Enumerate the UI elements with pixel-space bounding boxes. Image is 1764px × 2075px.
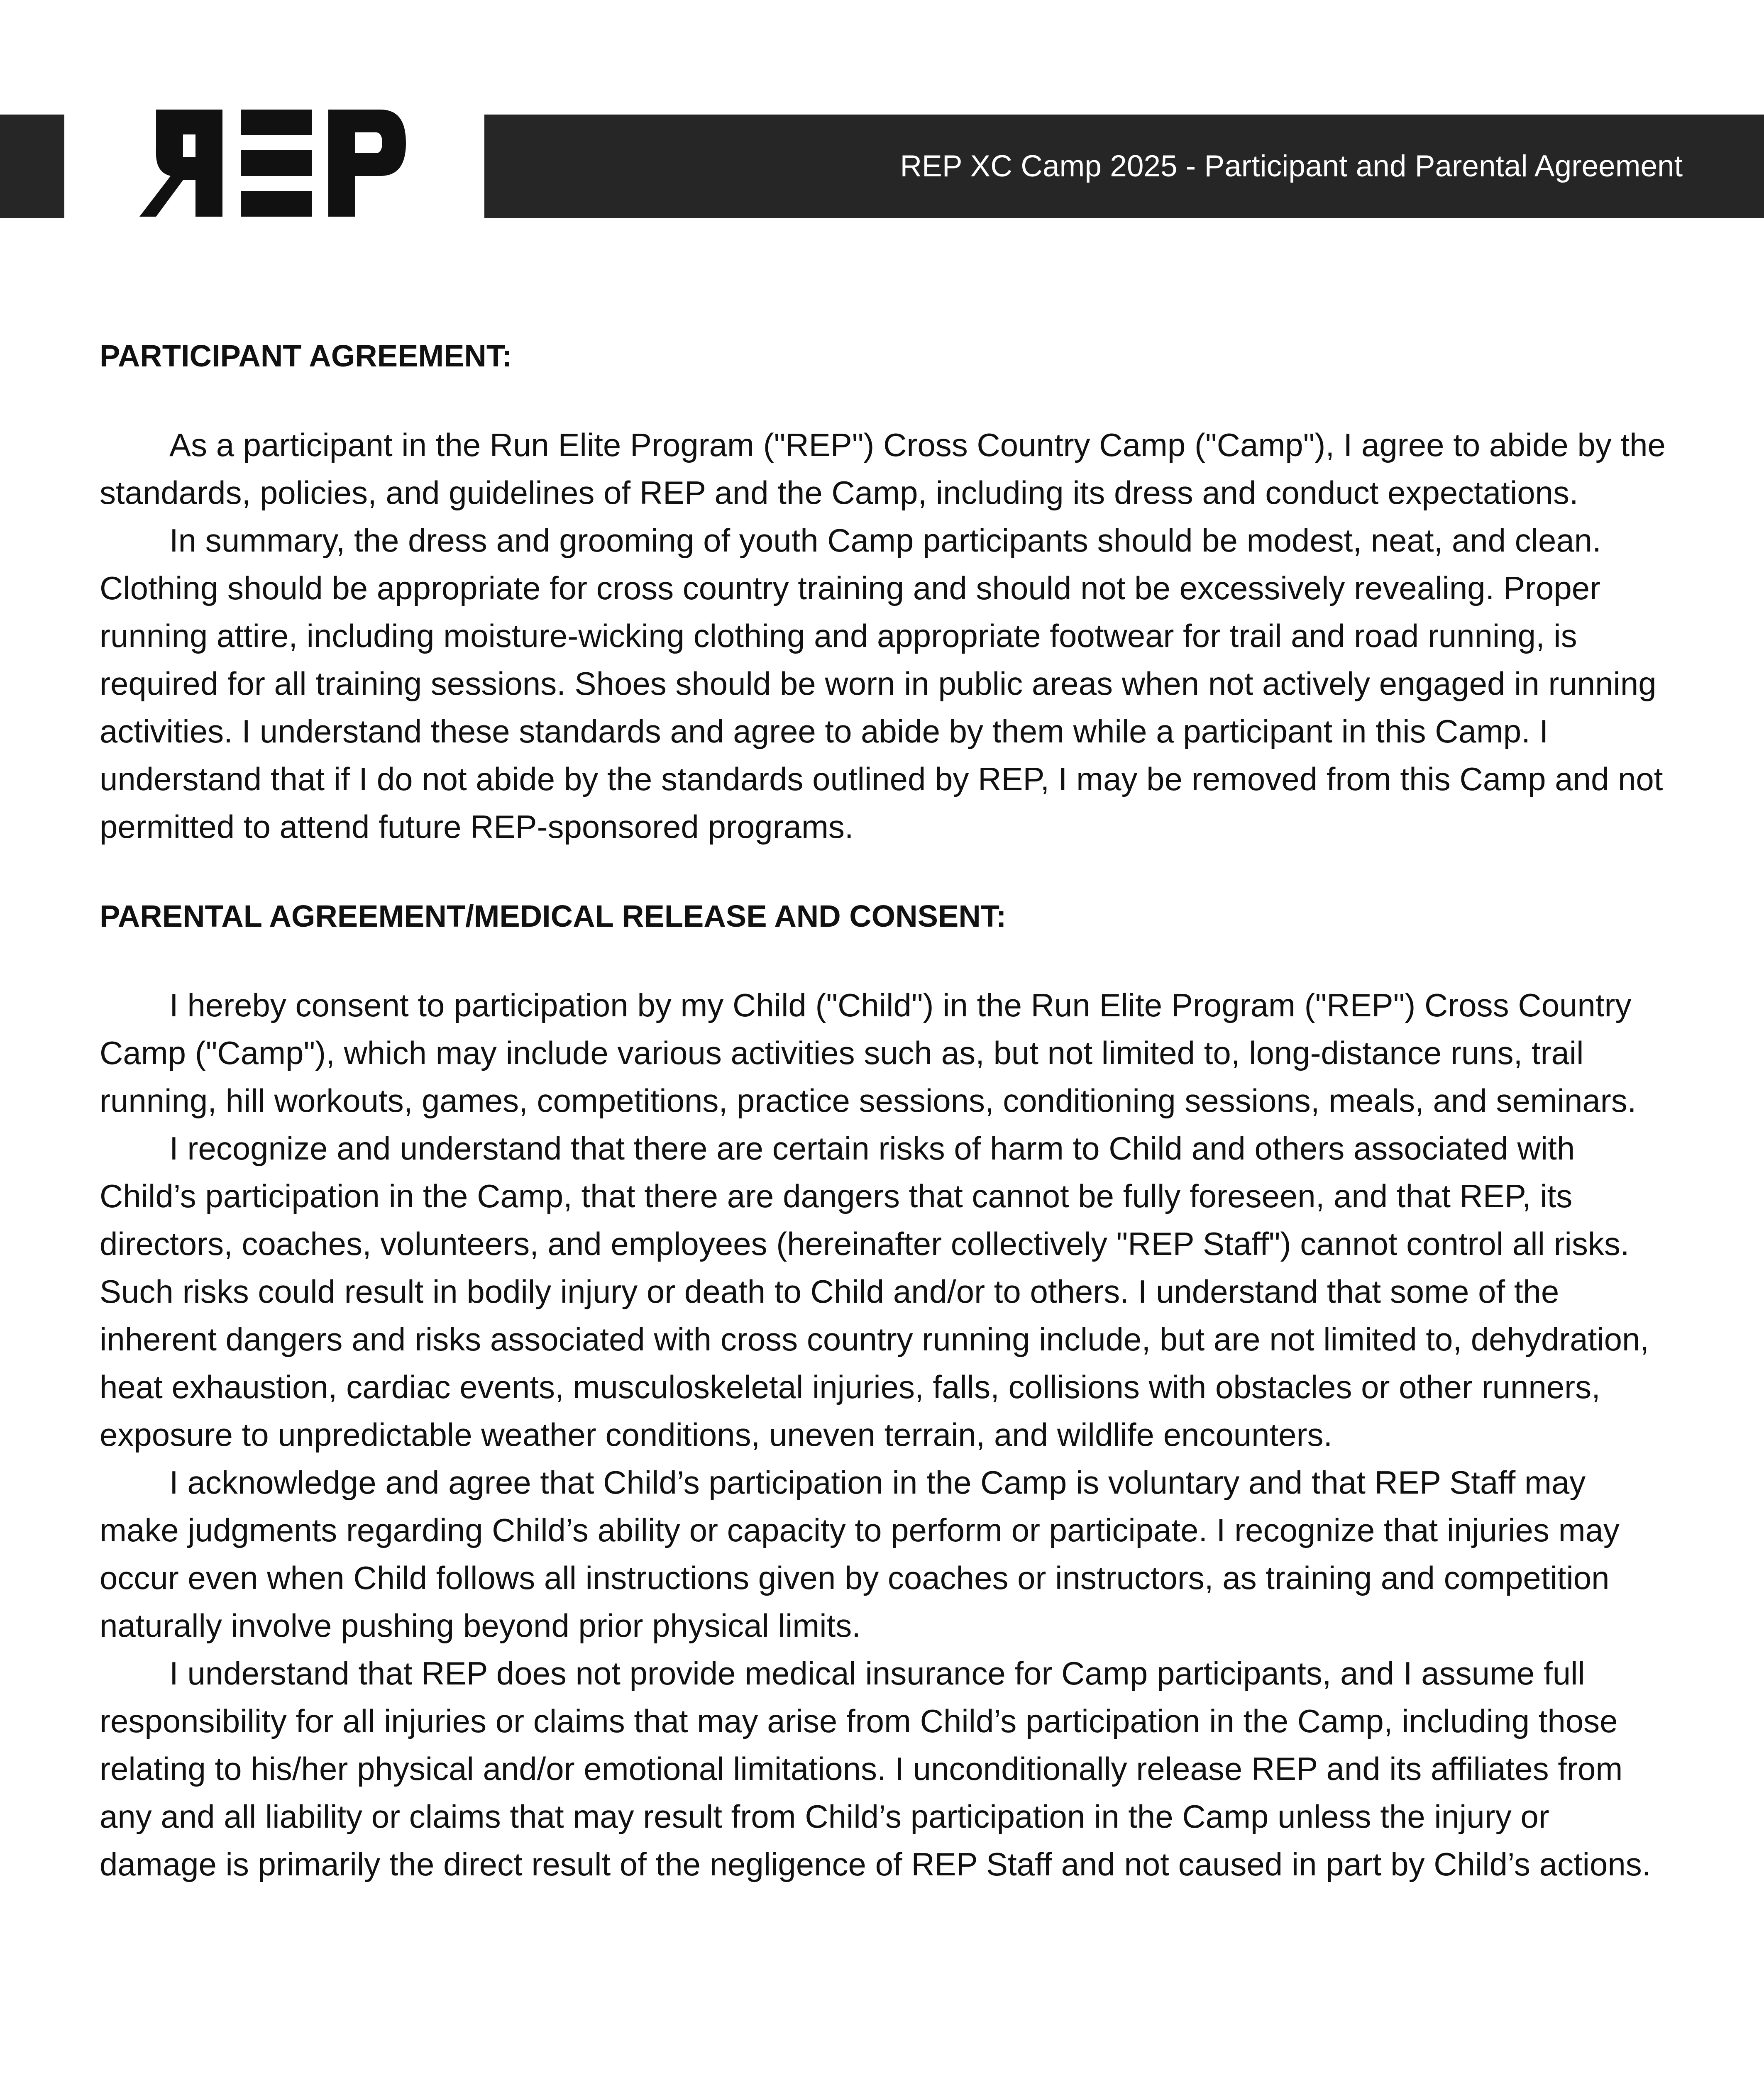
logo-letter-r	[139, 110, 222, 217]
rep-logo	[139, 110, 406, 217]
logo-letter-p	[328, 110, 406, 217]
paragraph: I acknowledge and agree that Child’s participation in the Camp is voluntary and that REP Staff may make judgments regarding Child’s ability or capacity to perform or participate. I recognize that injuries may occur even when Child follows all instructions given by coaches or instructors, as training and competition naturally involve pushing beyond prior physical limits.	[100, 1464, 1620, 1644]
paragraph: I hereby consent to participation by my Child ("Child") in the Run Elite Program ("REP") Cross Country Camp ("Camp"), which may include various activities such as, but not limited to, long-distance runs, trail running, hill workouts, games, competitions, practice sessions, conditioning sessions, meals, and seminars.	[100, 987, 1637, 1119]
paragraph: I understand that REP does not provide medical insurance for Camp participants, and I assume full responsibility for all injuries or claims that may arise from Child’s participation in the Camp, including those relating to his/her physical and/or emotional limitations. I unconditionally release REP and its affiliates from any and all liability or claims that may result from Child’s participation in the Camp unless the injury or damage is primarily the direct result of the negligence of REP Staff and not caused in part by Child’s actions.	[100, 1655, 1651, 1882]
logo-letter-e-mid	[241, 150, 312, 176]
header-left-bar	[0, 115, 64, 218]
document-body	[100, 332, 1673, 1888]
paragraph: I recognize and understand that there are certain risks of harm to Child and others associated with Child’s participation in the Camp, that there are dangers that cannot be fully foreseen, and that REP, its directors, coaches, volunteers, and employees (hereinafter collectively "REP Staff") cannot control all risks. Such risks could result in bodily injury or death to Child and/or to others. I understand that some of the inherent dangers and risks associated with cross country running include, but are not limited to, dehydration, heat exhaustion, cardiac events, musculoskeletal injuries, falls, collisions with obstacles or other runners, exposure to unpredictable weather conditions, uneven terrain, and wildlife encounters.	[100, 1130, 1649, 1453]
paragraph: In summary, the dress and grooming of youth Camp participants should be modest, neat, and clean. Clothing should be appropriate for cross country training and should not be excessively revealing. Proper running attire, including moisture-wicking clothing and appropriate footwear for trail and road running, is required for all training sessions. Shoes should be worn in public areas when not actively engaged in running activities. I understand these standards and agree to abide by them while a participant in this Camp. I understand that if I do not abide by the standards outlined by REP, I may be removed from this Camp and not permitted to attend future REP-sponsored programs.	[100, 522, 1663, 845]
section-heading-participant: PARTICIPANT AGREEMENT:	[100, 339, 512, 373]
logo-letter-e-top	[241, 110, 312, 135]
paragraph: As a participant in the Run Elite Program ("REP") Cross Country Camp ("Camp"), I agree to abide by the standards, policies, and guidelines of REP and the Camp, including its dress and conduct expectations.	[100, 427, 1666, 511]
document-title: REP XC Camp 2025 - Participant and Parental Agreement	[900, 149, 1683, 183]
logo-letter-e-bottom	[241, 191, 312, 217]
header-band	[484, 115, 1764, 218]
section-heading-parental: PARENTAL AGREEMENT/MEDICAL RELEASE AND CONSENT:	[100, 899, 1007, 933]
